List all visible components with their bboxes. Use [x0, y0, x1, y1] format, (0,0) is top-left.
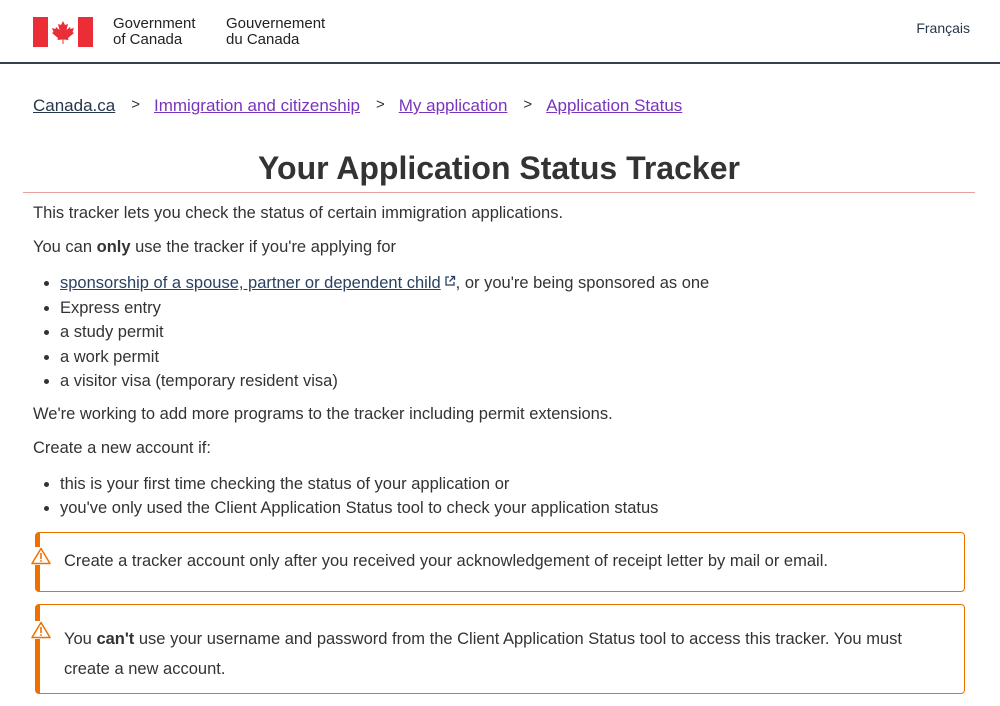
external-link-icon — [444, 275, 456, 287]
main-content — [33, 203, 968, 521]
breadcrumb-separator: > — [131, 95, 140, 113]
warning-icon — [31, 547, 51, 565]
breadcrumb-separator: > — [523, 95, 533, 113]
list-item: • you've only used the Client Application Status tool to check your application status — [60, 496, 968, 521]
eligibility-text: You can only use the tracker if you're applying for — [33, 238, 396, 256]
list-item: • a study permit — [60, 320, 968, 345]
government-of-canada-signature[interactable]: Government of Canada — [113, 15, 196, 48]
list-item: • this is your first time checking the status of your application or — [60, 472, 968, 497]
list-item: • a visitor visa (temporary resident visa) — [60, 369, 968, 394]
language-toggle-link[interactable]: Français — [916, 20, 970, 36]
working-text: We're working to add more programs to the tracker including permit extensions. — [33, 404, 613, 423]
breadcrumb-application-status[interactable]: Application Status — [546, 96, 683, 115]
breadcrumb-my-application[interactable]: My application — [398, 96, 508, 115]
page-title: Your Application Status Tracker — [23, 148, 975, 193]
site-header — [0, 0, 1000, 64]
list-item: • a work permit — [60, 345, 968, 370]
list-item: • Express entry — [60, 296, 968, 321]
create-account-list — [33, 472, 968, 521]
create-account-heading: Create a new account if: — [33, 438, 211, 457]
alert-text: Create a tracker account only after you received your acknowledgement of receipt letter by mail or email. — [64, 552, 828, 570]
breadcrumb-separator: > — [375, 95, 385, 113]
sponsorship-link[interactable]: sponsorship of a spouse, partner or dependent child — [60, 274, 441, 292]
breadcrumb-immigration[interactable]: Immigration and citizenship — [154, 96, 360, 115]
receipt-warning-alert — [35, 532, 965, 592]
list-item: • sponsorship of a spouse, partner or dependent child , or you're being sponsored as one — [60, 271, 968, 296]
breadcrumb — [33, 96, 682, 116]
alert-text: You can't use your username and password from the Client Application Status tool to access this tracker. You must create a new account. — [64, 630, 902, 678]
breadcrumb-canada-ca[interactable]: Canada.ca — [33, 96, 116, 115]
intro-text: This tracker lets you check the status of certain immigration applications. — [33, 204, 564, 222]
canada-flag-icon — [33, 17, 93, 47]
credentials-warning-alert — [35, 604, 965, 694]
warning-icon — [31, 621, 51, 639]
gouvernement-du-canada-signature[interactable]: Gouvernement du Canada — [226, 15, 326, 48]
eligible-programs-list — [33, 271, 968, 394]
